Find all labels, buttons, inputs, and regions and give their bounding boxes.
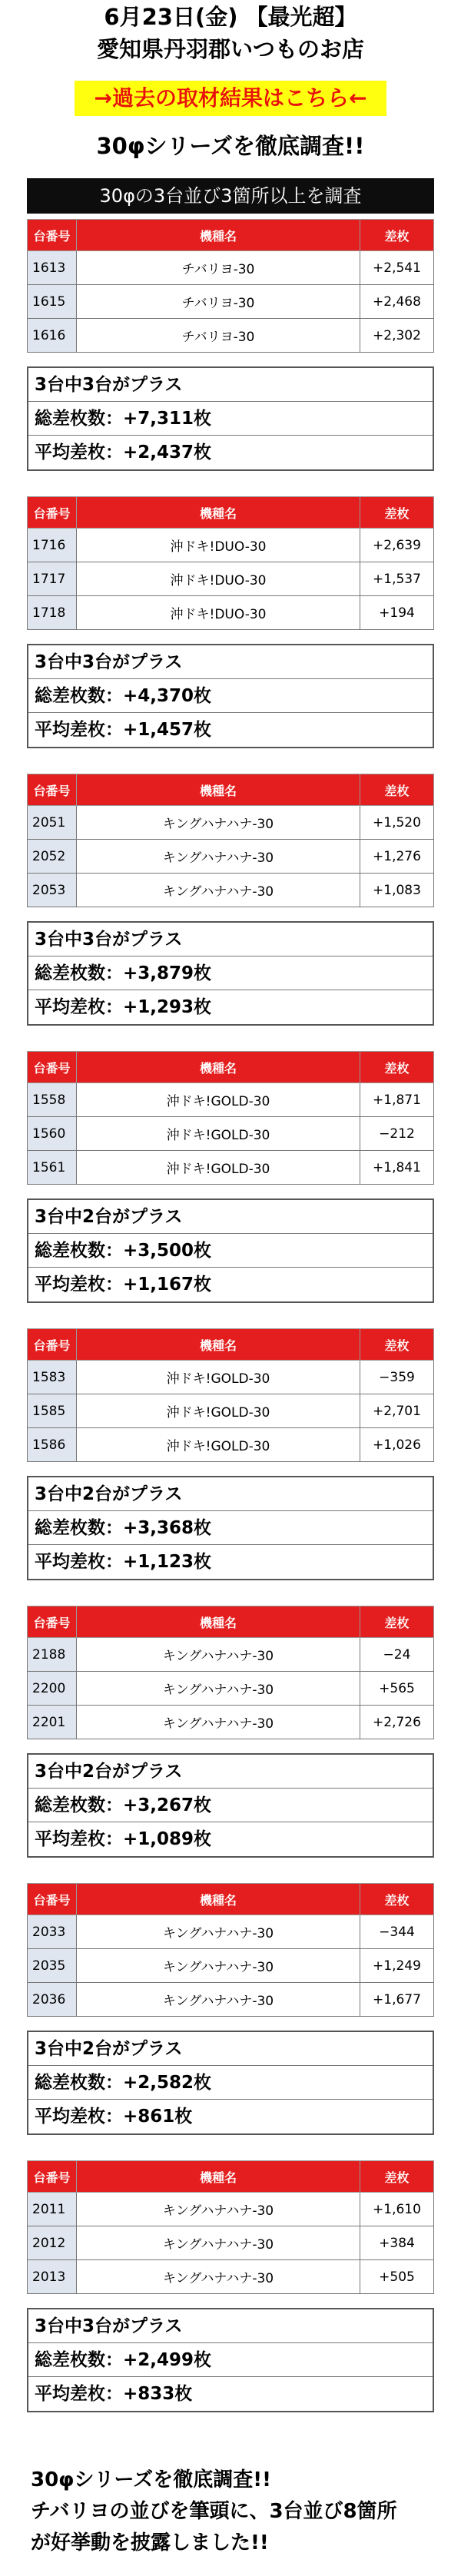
header-machine-name: 機種名 [77, 1884, 360, 1915]
table-row [28, 1151, 434, 1185]
machine-number-cell: 1561 [28, 1151, 77, 1185]
machine-name-cell: キングハナハナ-30 [77, 2226, 360, 2260]
machine-name-cell: 沖ドキ!GOLD-30 [77, 1361, 360, 1394]
machine-name-cell: キングハナハナ-30 [77, 1983, 360, 2017]
plus-count: 3台中3台がプラス [28, 368, 433, 402]
table-row [28, 1394, 434, 1428]
table-header-row [28, 2161, 434, 2193]
difference-cell: −359 [360, 1361, 434, 1394]
machine-number-cell: 1613 [28, 251, 77, 285]
machine-table [27, 774, 434, 907]
machine-number-cell: 2053 [28, 874, 77, 907]
total-difference: 総差枚数：+2,499枚 [28, 2343, 433, 2377]
machine-name-cell: 沖ドキ!GOLD-30 [77, 1083, 360, 1117]
average-difference: 平均差枚：+833枚 [35, 2384, 193, 2404]
table-header-row [28, 220, 434, 251]
table-row [28, 1361, 434, 1394]
header-machine-number: 台番号 [28, 1606, 77, 1638]
header-machine-name: 機種名 [77, 2161, 360, 2193]
total-difference: 総差枚数：+4,370枚 [28, 679, 433, 713]
header-machine-name: 機種名 [77, 497, 360, 529]
plus-count: 3台中2台がプラス [28, 1755, 433, 1789]
total-difference: 総差枚数：+2,582枚 [28, 2066, 433, 2100]
difference-cell: +2,701 [360, 1394, 434, 1428]
difference-cell: +1,841 [360, 1151, 434, 1185]
table-row [28, 2193, 434, 2226]
footer-line-2: チバリヨの並びを筆頭に、3台並び8箇所 [31, 2500, 397, 2523]
header-difference: 差枚 [360, 1329, 434, 1361]
machine-name-cell: キングハナハナ-30 [77, 2193, 360, 2226]
table-row [28, 1428, 434, 1462]
header-difference: 差枚 [360, 774, 434, 806]
machine-name-cell: 沖ドキ!GOLD-30 [77, 1394, 360, 1428]
difference-cell: +2,726 [360, 1706, 434, 1739]
machine-number-cell: 1615 [28, 285, 77, 319]
date-title: 6月23日(金) 【最光超】 [104, 4, 357, 30]
difference-cell: +1,610 [360, 2193, 434, 2226]
total-difference: 総差枚数：+3,267枚 [28, 1789, 433, 1822]
machine-number-cell: 1586 [28, 1428, 77, 1462]
machine-table [27, 1051, 434, 1185]
header-machine-name: 機種名 [77, 774, 360, 806]
summary-box [27, 644, 434, 748]
machine-name-cell: 沖ドキ!DUO-30 [77, 596, 360, 630]
table-row [28, 806, 434, 840]
plus-count: 3台中3台がプラス [28, 645, 433, 679]
summary-box [27, 2308, 434, 2412]
machine-name-cell: 沖ドキ!GOLD-30 [77, 1428, 360, 1462]
header-machine-number: 台番号 [28, 1884, 77, 1915]
store-title: 愛知県丹羽郡いつものお店 [96, 36, 364, 62]
difference-cell: +2,541 [360, 251, 434, 285]
header-machine-number: 台番号 [28, 2161, 77, 2193]
plus-count: 3台中2台がプラス [28, 1477, 433, 1511]
table-row [28, 1915, 434, 1949]
average-difference: 平均差枚：+861枚 [35, 2107, 193, 2127]
machine-number-cell: 1560 [28, 1117, 77, 1151]
average-difference: 平均差枚：+1,167枚 [35, 1275, 212, 1295]
table-row [28, 1117, 434, 1151]
difference-cell: +1,083 [360, 874, 434, 907]
machine-name-cell: 沖ドキ!GOLD-30 [77, 1151, 360, 1185]
machine-name-cell: チバリヨ-30 [77, 251, 360, 285]
machine-number-cell: 1717 [28, 562, 77, 596]
header-difference: 差枚 [360, 497, 434, 529]
table-header-row [28, 1329, 434, 1361]
summary-box [27, 1753, 434, 1858]
machine-name-cell: キングハナハナ-30 [77, 806, 360, 840]
machine-name-cell: チバリヨ-30 [77, 285, 360, 319]
average-difference: 平均差枚：+2,437枚 [35, 443, 212, 462]
difference-cell: +1,249 [360, 1949, 434, 1983]
table-header-row [28, 774, 434, 806]
machine-number-cell: 2035 [28, 1949, 77, 1983]
difference-cell: +505 [360, 2260, 434, 2294]
header-difference: 差枚 [360, 1052, 434, 1083]
machine-number-cell: 2033 [28, 1915, 77, 1949]
table-row [28, 319, 434, 353]
table-row [28, 1638, 434, 1672]
table-row [28, 2260, 434, 2294]
summary-box [27, 1476, 434, 1580]
machine-table [27, 1328, 434, 1462]
header-machine-name: 機種名 [77, 220, 360, 251]
machine-number-cell: 2188 [28, 1638, 77, 1672]
plus-count: 3台中2台がプラス [28, 2032, 433, 2066]
header-difference: 差枚 [360, 2161, 434, 2193]
header-machine-number: 台番号 [28, 497, 77, 529]
table-header-row [28, 1052, 434, 1083]
machine-number-cell: 1583 [28, 1361, 77, 1394]
total-difference: 総差枚数：+3,368枚 [28, 1511, 433, 1545]
summary-box [27, 1198, 434, 1303]
machine-number-cell: 2012 [28, 2226, 77, 2260]
table-row [28, 1672, 434, 1706]
total-difference: 総差枚数：+3,879枚 [28, 956, 433, 990]
header-machine-number: 台番号 [28, 220, 77, 251]
machine-table [27, 1606, 434, 1739]
machine-name-cell: キングハナハナ-30 [77, 2260, 360, 2294]
machine-name-cell: キングハナハナ-30 [77, 1949, 360, 1983]
table-row [28, 1706, 434, 1739]
machine-name-cell: 沖ドキ!DUO-30 [77, 529, 360, 562]
table-row [28, 529, 434, 562]
machine-number-cell: 1718 [28, 596, 77, 630]
difference-cell: +1,026 [360, 1428, 434, 1462]
average-difference: 平均差枚：+1,123枚 [35, 1552, 212, 1572]
machine-number-cell: 2051 [28, 806, 77, 840]
machine-name-cell: チバリヨ-30 [77, 319, 360, 353]
difference-cell: +1,537 [360, 562, 434, 596]
table-row [28, 251, 434, 285]
summary-box [27, 921, 434, 1026]
footer-line-1: 30φシリーズを徹底調査!! [31, 2468, 271, 2491]
footer-summary [31, 2465, 438, 2559]
average-difference: 平均差枚：+1,293枚 [35, 997, 212, 1017]
difference-cell: +2,639 [360, 529, 434, 562]
machine-name-cell: 沖ドキ!DUO-30 [77, 562, 360, 596]
difference-cell: +1,677 [360, 1983, 434, 2017]
machine-number-cell: 1558 [28, 1083, 77, 1117]
table-row [28, 562, 434, 596]
total-difference: 総差枚数：+3,500枚 [28, 1234, 433, 1268]
total-difference: 総差枚数：+7,311枚 [28, 402, 433, 436]
machine-number-cell: 2052 [28, 840, 77, 874]
difference-cell: +2,468 [360, 285, 434, 319]
difference-cell: +2,302 [360, 319, 434, 353]
table-row [28, 2226, 434, 2260]
summary-box [27, 366, 434, 471]
machine-number-cell: 1616 [28, 319, 77, 353]
survey-condition-bar: 30φの3台並び3箇所以上を調査 [27, 178, 434, 214]
past-results-link[interactable]: →過去の取材結果はこちら← [75, 81, 386, 116]
difference-cell: −24 [360, 1638, 434, 1672]
table-row [28, 1949, 434, 1983]
machine-name-cell: キングハナハナ-30 [77, 1706, 360, 1739]
header-machine-number: 台番号 [28, 1052, 77, 1083]
machine-name-cell: 沖ドキ!GOLD-30 [77, 1117, 360, 1151]
machine-number-cell: 2011 [28, 2193, 77, 2226]
header-machine-name: 機種名 [77, 1606, 360, 1638]
series-title: 30φシリーズを徹底調査!! [96, 133, 365, 159]
summary-box [27, 2031, 434, 2135]
table-header-row [28, 1606, 434, 1638]
header-machine-name: 機種名 [77, 1329, 360, 1361]
difference-cell: −344 [360, 1915, 434, 1949]
header-difference: 差枚 [360, 1884, 434, 1915]
difference-cell: +194 [360, 596, 434, 630]
difference-cell: +384 [360, 2226, 434, 2260]
machine-number-cell: 2201 [28, 1706, 77, 1739]
machine-number-cell: 1716 [28, 529, 77, 562]
machine-number-cell: 2013 [28, 2260, 77, 2294]
header-machine-number: 台番号 [28, 1329, 77, 1361]
table-row [28, 596, 434, 630]
machine-name-cell: キングハナハナ-30 [77, 1672, 360, 1706]
header-difference: 差枚 [360, 1606, 434, 1638]
table-row [28, 1983, 434, 2017]
machine-name-cell: キングハナハナ-30 [77, 840, 360, 874]
table-header-row [28, 1884, 434, 1915]
header-machine-number: 台番号 [28, 774, 77, 806]
plus-count: 3台中3台がプラス [28, 923, 433, 956]
machine-table [27, 496, 434, 630]
header-machine-name: 機種名 [77, 1052, 360, 1083]
difference-cell: +1,520 [360, 806, 434, 840]
machine-number-cell: 2036 [28, 1983, 77, 2017]
average-difference: 平均差枚：+1,457枚 [35, 720, 212, 740]
machine-table [27, 1883, 434, 2017]
average-difference: 平均差枚：+1,089枚 [35, 1829, 212, 1849]
difference-cell: +565 [360, 1672, 434, 1706]
table-row [28, 840, 434, 874]
plus-count: 3台中2台がプラス [28, 1200, 433, 1234]
machine-name-cell: キングハナハナ-30 [77, 1638, 360, 1672]
difference-cell: +1,871 [360, 1083, 434, 1117]
machine-name-cell: キングハナハナ-30 [77, 874, 360, 907]
table-row [28, 285, 434, 319]
machine-table [27, 219, 434, 353]
footer-line-3: が好挙動を披露しました!! [31, 2531, 269, 2554]
machine-name-cell: キングハナハナ-30 [77, 1915, 360, 1949]
table-row [28, 1083, 434, 1117]
plus-count: 3台中3台がプラス [28, 2309, 433, 2343]
machine-table [27, 2160, 434, 2294]
difference-cell: −212 [360, 1117, 434, 1151]
table-row [28, 874, 434, 907]
difference-cell: +1,276 [360, 840, 434, 874]
machine-number-cell: 1585 [28, 1394, 77, 1428]
table-header-row [28, 497, 434, 529]
machine-number-cell: 2200 [28, 1672, 77, 1706]
header-difference: 差枚 [360, 220, 434, 251]
